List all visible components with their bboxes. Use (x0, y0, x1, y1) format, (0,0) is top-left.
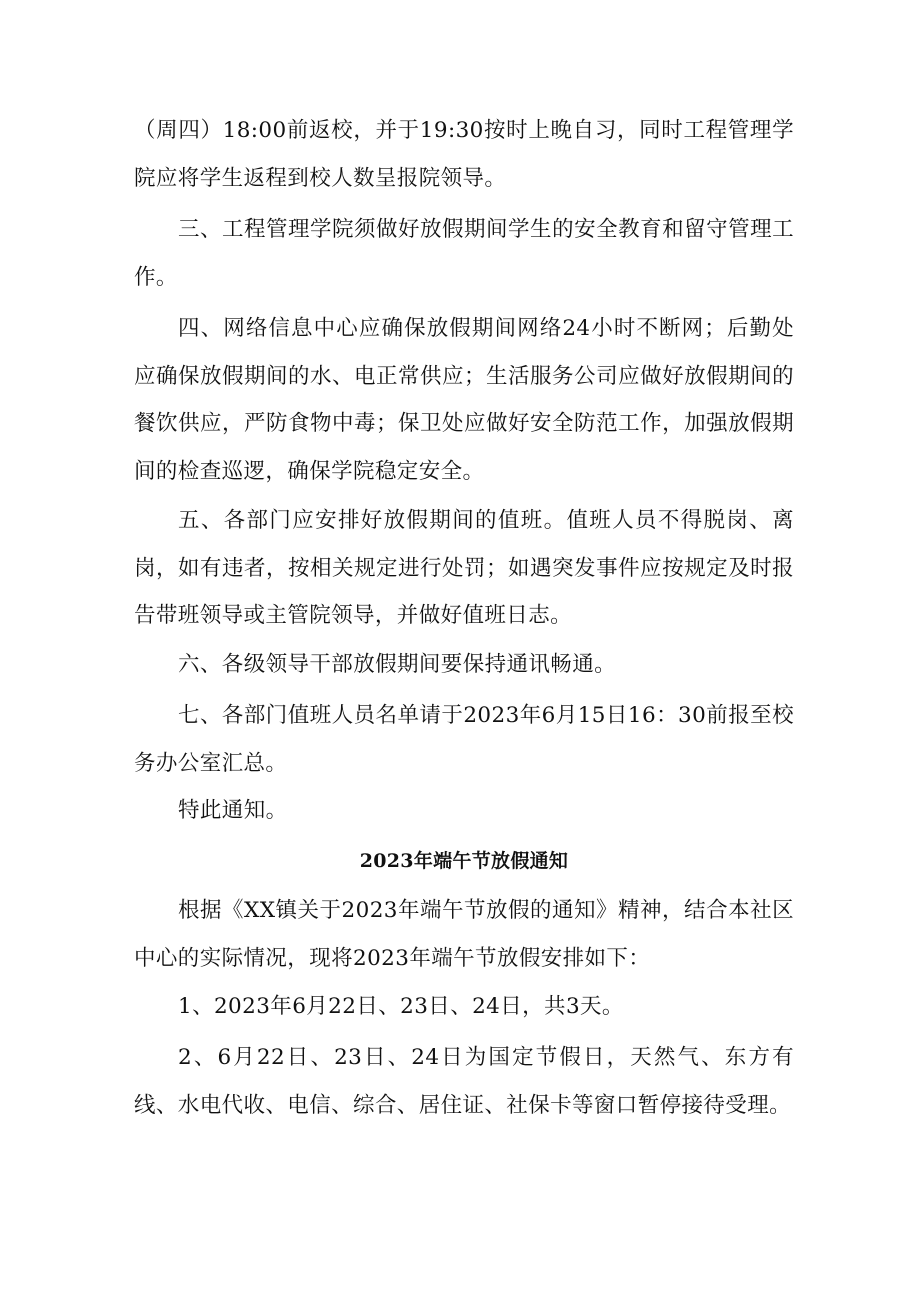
paragraph-item-seven: 七、各部门值班人员名单请于2023年6月15日16：30前报至校务办公室汇总。 (134, 703, 794, 776)
paragraph-window-closure: 2、6月22日、23日、24日为国定节假日，天然气、东方有线、水电代收、电信、综合、居住证、社保卡等窗口暂停接待受理。 (134, 1045, 794, 1118)
paragraph-item-six: 六、各级领导干部放假期间要保持通讯畅通。 (178, 652, 617, 677)
paragraph-holiday-dates: 1、2023年6月22日、23日、24日，共3天。 (178, 994, 624, 1019)
paragraph-item-five: 五、各部门应安排好放假期间的值班。值班人员不得脱岗、离岗，如有违者，按相关规定进行处罚；如遇突发事件应按规定及时报告带班领导或主管院领导，并做好值班日志。 (134, 508, 794, 628)
paragraph-intro: 根据《XX镇关于2023年端午节放假的通知》精神，结合本社区中心的实际情况，现将2023年端午节放假安排如下： (134, 898, 794, 971)
paragraph-closing: 特此通知。 (178, 798, 288, 823)
notice-title: 2023年端午节放假通知 (359, 850, 569, 872)
paragraph-item-three: 三、工程管理学院须做好放假期间学生的安全教育和留守管理工作。 (134, 217, 794, 290)
paragraph-return-to-school: （周四）18:00前返校，并于19:30按时上晚自习，同时工程管理学院应将学生返程到校人数呈报院领导。 (134, 118, 794, 191)
paragraph-item-four: 四、网络信息中心应确保放假期间网络24小时不断网；后勤处应确保放假期间的水、电正常供应；生活服务公司应做好放假期间的餐饮供应，严防食物中毒；保卫处应做好安全防范工作，加强放假期间的检查巡逻，确保学院稳定安全。 (134, 316, 794, 484)
